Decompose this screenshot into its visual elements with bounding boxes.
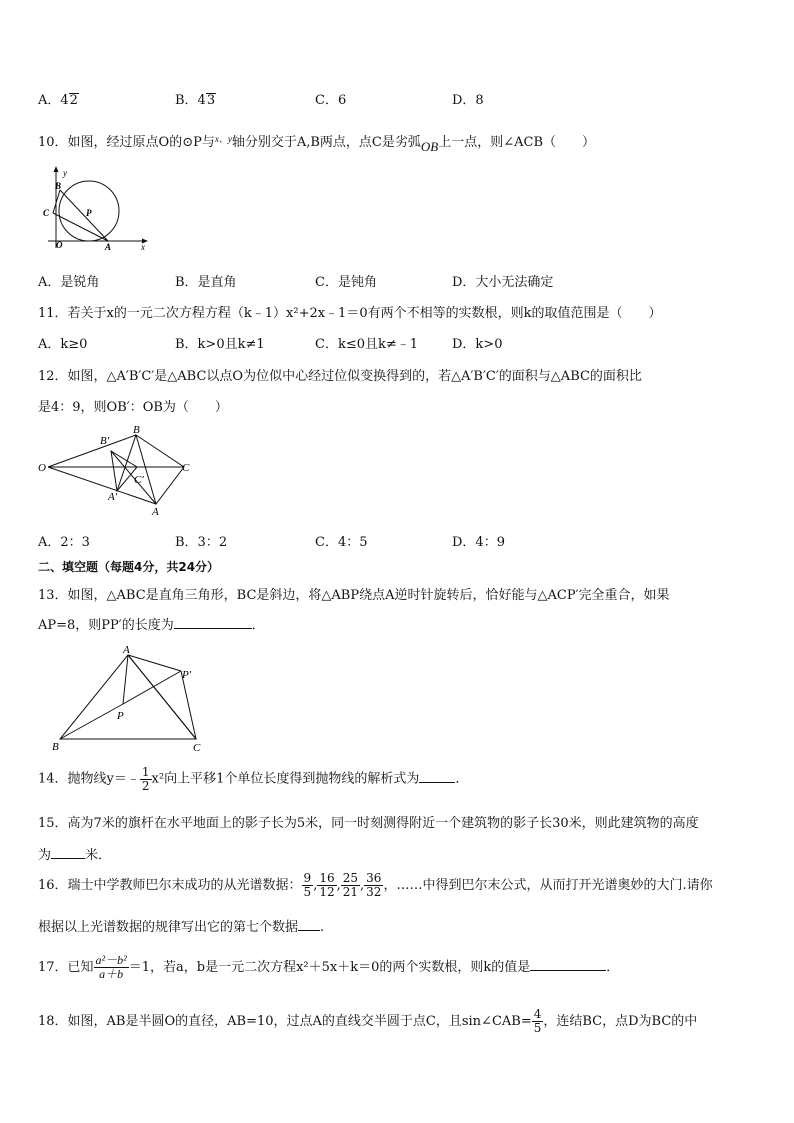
- q12-option-b: B．3：2: [175, 535, 228, 550]
- option-label: A．4: [38, 93, 69, 108]
- numerator: 36: [366, 871, 382, 886]
- label-o: O: [38, 462, 46, 474]
- q12-stem-line2: 是4：9，则OB′：OB为（ ）: [38, 400, 228, 415]
- q16-post: ，……中得到巴尔末公式，从而打开光谱奥妙的大门.请你: [383, 878, 713, 893]
- label-c: C: [193, 742, 201, 754]
- q13-stem-text: AP=8，则PP′的长度为: [38, 618, 174, 633]
- label-b: B: [133, 424, 140, 436]
- numerator: 4: [533, 1007, 542, 1022]
- y-axis-arrow: [54, 166, 59, 172]
- segment-p1c: [181, 671, 196, 739]
- q15-line2-post: 米．: [85, 848, 112, 863]
- label-b1: B′: [100, 435, 110, 447]
- q17-stem: [38, 950, 619, 986]
- denominator: 5: [303, 885, 312, 899]
- label-o: O: [56, 240, 63, 250]
- q10-option-b: B．是直角: [175, 275, 237, 290]
- numerator: a²－b²: [95, 953, 127, 968]
- q18-pre: 18．如图，AB是半圆O的直径，AB=10，过点A的直线交半圆于点C，且sin∠CAB=: [38, 1014, 532, 1029]
- q14-pre: 14．抛物线y＝﹣: [38, 771, 140, 787]
- q17-mid: ＝1，若a，b是一元二次方程x²＋5x＋k＝0的两个实数根，则k的值是: [128, 960, 531, 975]
- label-c: C: [182, 462, 190, 474]
- denominator: 2: [141, 778, 150, 793]
- ray-ob: [48, 435, 136, 467]
- q10-stem: [38, 131, 595, 155]
- sqrt-radicand: 3: [206, 93, 216, 108]
- section-heading: 二、填空题（每题4分，共24分）: [38, 560, 220, 574]
- fraction: [94, 954, 129, 980]
- q16-line2: [38, 916, 324, 935]
- label-c1: C′: [134, 474, 144, 486]
- label-x: x: [141, 242, 145, 252]
- answer-blank[interactable]: [51, 846, 85, 859]
- q11-option-c: C．k≤0且k≠﹣1: [315, 337, 419, 352]
- denominator: 5: [533, 1021, 542, 1035]
- answer-blank[interactable]: [298, 918, 320, 931]
- q16-pre: 16．瑞士中学教师巴尔末成功的从光谱数据：: [38, 878, 302, 893]
- triangle-abc: [60, 655, 196, 739]
- q13-stem-end: ．: [251, 618, 265, 633]
- q13-stem-line1: 13．如图，△ABC是直角三角形，BC是斜边，将△ABP绕点A逆时针旋转后，恰好能与△ACP′完全重合，如果: [38, 588, 670, 603]
- segment-ap: [123, 655, 128, 704]
- denominator: 32: [366, 885, 382, 899]
- label-y: y: [63, 168, 67, 178]
- q16-line2-pre: 根据以上光谱数据的规律写出它的第七个数据: [38, 920, 299, 935]
- q14-stem: [38, 766, 468, 792]
- denominator: a＋b: [99, 967, 124, 981]
- q10-stem-mid: 轴分别交于A,B两点，点C是劣弧: [231, 135, 421, 150]
- fraction: [317, 872, 336, 898]
- q10-option-a: A．是锐角: [38, 275, 100, 290]
- fraction: [341, 872, 360, 898]
- label-b: B: [55, 181, 62, 191]
- q10-option-d: D．大小无法确定: [452, 275, 554, 290]
- q14-end: ．: [455, 771, 469, 787]
- q10-figure: [38, 164, 153, 254]
- q9-option-a: [38, 89, 79, 108]
- fraction: [532, 1008, 544, 1034]
- q15-line2-pre: 为: [38, 848, 52, 863]
- option-label: B．4: [175, 93, 206, 108]
- segment-ac: [128, 655, 196, 739]
- fraction: [364, 872, 383, 898]
- q10-stem-post: 上一点，则∠ACB（ ）: [438, 135, 595, 150]
- q12-stem-line1: 12．如图，△A′B′C′是△ABC以点O为位似中心经过位似变换得到的，若△A′B′C′的面积与△ABC的面积比: [38, 369, 642, 384]
- q10-stem-xy: x、y: [214, 134, 232, 144]
- q12-option-a: A．2：3: [38, 535, 90, 550]
- q17-end: ．: [606, 960, 620, 975]
- label-b: B: [52, 741, 59, 753]
- label-p1: P′: [182, 669, 192, 681]
- q9-option-c: C．6: [315, 93, 347, 108]
- label-a: A: [152, 506, 159, 518]
- answer-blank[interactable]: [174, 616, 252, 629]
- q11-option-b: B．k>0且k≠1: [175, 337, 265, 352]
- q10-stem-arc: OB: [420, 139, 439, 154]
- fraction: [302, 872, 314, 898]
- q13-stem-line2: [38, 614, 265, 633]
- label-a1: A′: [108, 491, 118, 503]
- numerator: 1: [141, 765, 150, 779]
- numerator: 9: [303, 871, 312, 886]
- segment-ba: [60, 190, 108, 241]
- label-a: A: [105, 242, 112, 252]
- q18-post: ，连结BC，点D为BC的中: [543, 1014, 698, 1029]
- q15-line2: [38, 844, 111, 863]
- denominator: 12: [319, 885, 335, 899]
- q17-pre: 17．已知: [38, 960, 94, 975]
- q9-option-d: D．8: [452, 93, 484, 108]
- segment-ap1: [128, 655, 181, 671]
- segment-bp: [60, 704, 123, 739]
- fraction: [140, 766, 152, 792]
- label-a: A: [123, 644, 130, 656]
- q10-option-c: C．是钝角: [315, 275, 377, 290]
- q18-stem: [38, 1004, 697, 1040]
- answer-blank[interactable]: [419, 770, 455, 783]
- triangle-abc: [136, 435, 184, 504]
- label-c: C: [43, 208, 50, 218]
- q13-figure: [48, 643, 213, 755]
- label-p: P: [86, 208, 92, 218]
- q9-option-b: [175, 89, 216, 108]
- segment-ca: [53, 213, 108, 241]
- numerator: 25: [342, 871, 359, 886]
- q16-line2-post: .: [320, 920, 325, 935]
- label-p: P: [117, 710, 124, 722]
- numerator: 16: [319, 871, 335, 886]
- q12-option-d: D．4：9: [452, 535, 505, 550]
- q12-option-c: C．4：5: [315, 535, 368, 550]
- q16-line1: 16．瑞士中学教师巴尔末成功的从光谱数据： $\frac{9}{5}$ , $\frac{16}{12}$ , $\frac{25}{21}$ , $\frac{36}{32}$ ，……中得到巴尔末公式，从而打开光谱奥妙的大门.请你: [38, 871, 713, 899]
- q14-post: x²向上平移1个单位长度得到抛物线的解析式为: [151, 771, 420, 787]
- q11-option-a: A．k≥0: [38, 337, 88, 352]
- segment-pp1: [123, 671, 181, 704]
- answer-blank[interactable]: [530, 958, 606, 971]
- q11-stem: 11．若关于x的一元二次方程方程（k﹣1）x²+2x﹣1＝0有两个不相等的实数根，则k的取值范围是（ ）: [38, 306, 662, 321]
- sqrt-radicand: 2: [69, 93, 78, 108]
- q12-figure: [36, 420, 201, 520]
- q15-line1: 15．高为7米的旗杆在水平地面上的影子长为5米，同一时刻测得附近一个建筑物的影子长30米，则此建筑物的高度: [38, 816, 699, 831]
- q10-stem-pre: 10．如图，经过原点O的⊙P与: [38, 135, 215, 150]
- q11-option-d: D．k>0: [452, 337, 503, 352]
- denominator: 21: [342, 885, 359, 899]
